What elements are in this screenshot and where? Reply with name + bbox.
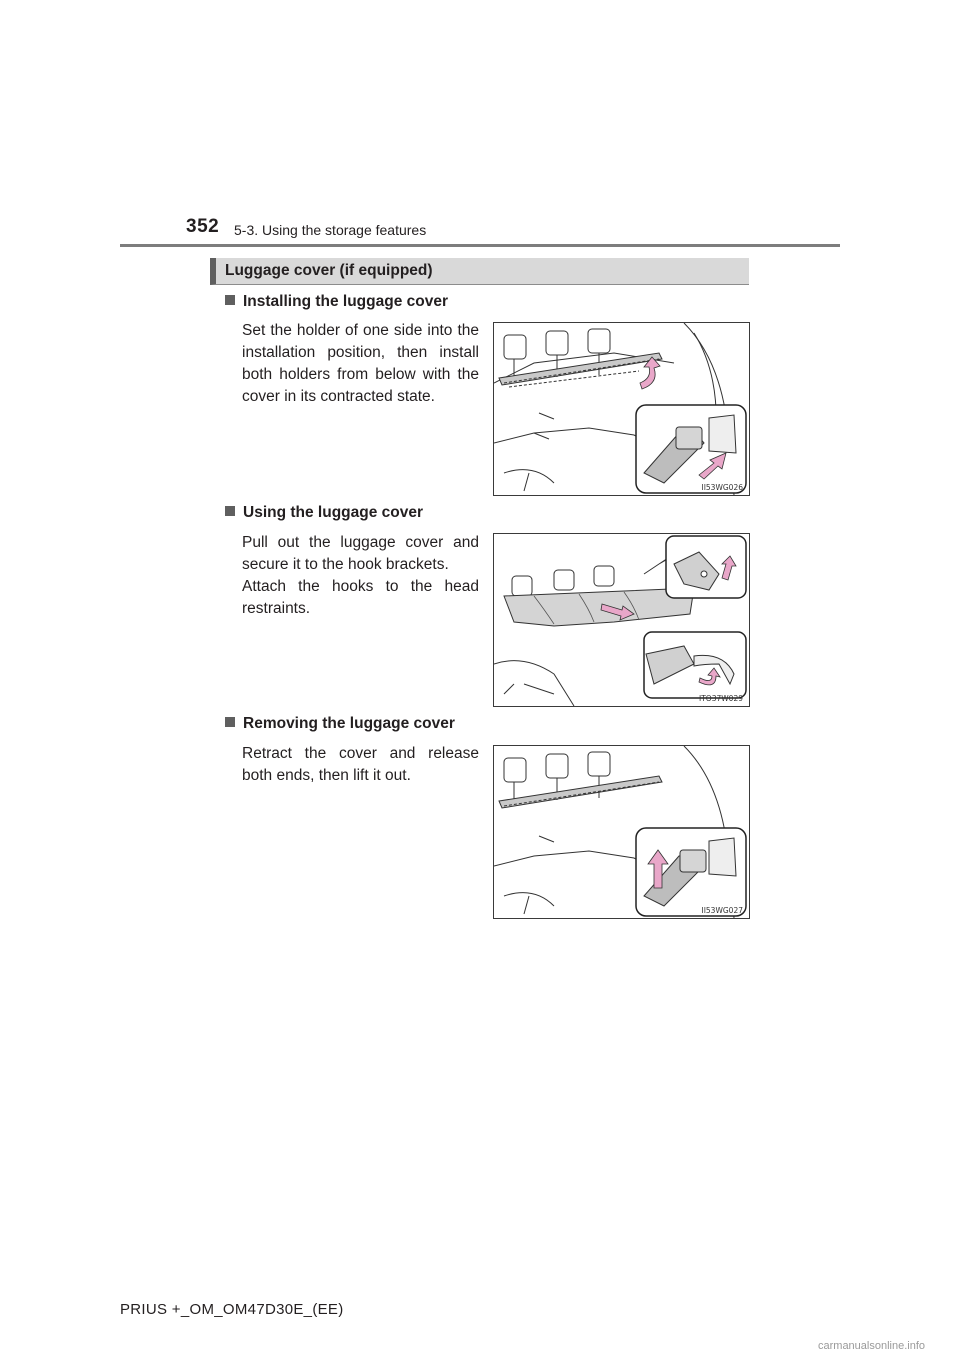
step-text-removing: Retract the cover and release both ends, then lift it out.	[242, 745, 479, 784]
figure-remove-cover	[493, 745, 750, 919]
figure-code: ITO37W029	[699, 694, 743, 703]
step-heading-using	[225, 504, 423, 522]
document-id: PRIUS +_OM_OM47D30E_(EE)	[120, 1301, 344, 1318]
step-heading-label: Using the luggage cover	[243, 504, 424, 521]
figure-code: II53WG026	[701, 483, 743, 492]
figure-install-cover	[493, 322, 750, 496]
step-heading-label: Installing the luggage cover	[243, 293, 448, 310]
remove-cover-illustration	[494, 746, 749, 918]
step-heading-installing	[225, 293, 448, 311]
use-cover-illustration	[494, 534, 749, 706]
square-bullet-icon	[225, 506, 235, 516]
section-title: Luggage cover (if equipped)	[225, 262, 433, 279]
step-heading-removing	[225, 715, 455, 733]
figure-code: II53WG027	[701, 906, 743, 915]
header-rule	[120, 244, 840, 247]
step-text-using-1: Pull out the luggage cover and secure it to the hook brackets.	[242, 534, 479, 573]
square-bullet-icon	[225, 717, 235, 727]
watermark: carmanualsonline.info	[818, 1340, 926, 1352]
page-number: 352	[186, 216, 220, 237]
step-text-installing: Set the holder of one side into the installation position, then install both holders from below with the cover in its contracted state.	[242, 322, 479, 405]
figure-use-cover	[493, 533, 750, 707]
running-head: 5-3. Using the storage features	[234, 222, 427, 238]
step-text-using-2: Attach the hooks to the head restraints.	[242, 578, 479, 617]
square-bullet-icon	[225, 295, 235, 305]
install-cover-illustration	[494, 323, 749, 495]
step-heading-label: Removing the luggage cover	[243, 715, 455, 732]
section-heading-bar	[210, 258, 749, 285]
